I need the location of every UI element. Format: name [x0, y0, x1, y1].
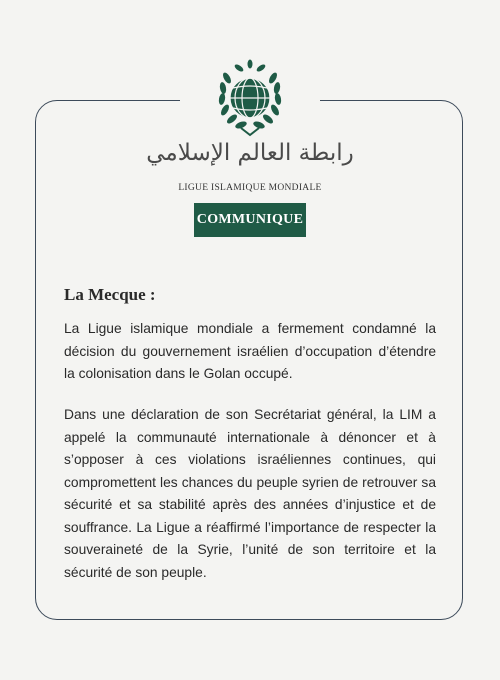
dateline-location: La Mecque : [64, 285, 156, 304]
body-paragraph-1: La Ligue islamique mondiale a fermement condamné la décision du gouvernement israélien d’occupation d’étendre la colonisation dans le Golan occupé. [64, 321, 436, 381]
organization-latin-name: LIGUE ISLAMIQUE MONDIALE [178, 183, 322, 193]
communique-badge: COMMUNIQUE [194, 203, 306, 237]
organization-arabic-name: رابطة العالم الإسلامي [146, 140, 354, 166]
body-paragraph-2: Dans une déclaration de son Secrétariat général, la LIM a appelé la communauté internationale à dénoncer et à s’opposer à ces violations israéliennes continues, qui compromettent les chances du peuple syrien de retrouver sa sécurité et sa stabilité après des années d’injustice et de souffrance. La Ligue a réaffirmé l’importance de respecter la souveraineté de la Syrie, l’unité de son territoire et la sécurité de son peuple. [64, 407, 436, 580]
globe-wreath-emblem-icon [215, 58, 285, 138]
